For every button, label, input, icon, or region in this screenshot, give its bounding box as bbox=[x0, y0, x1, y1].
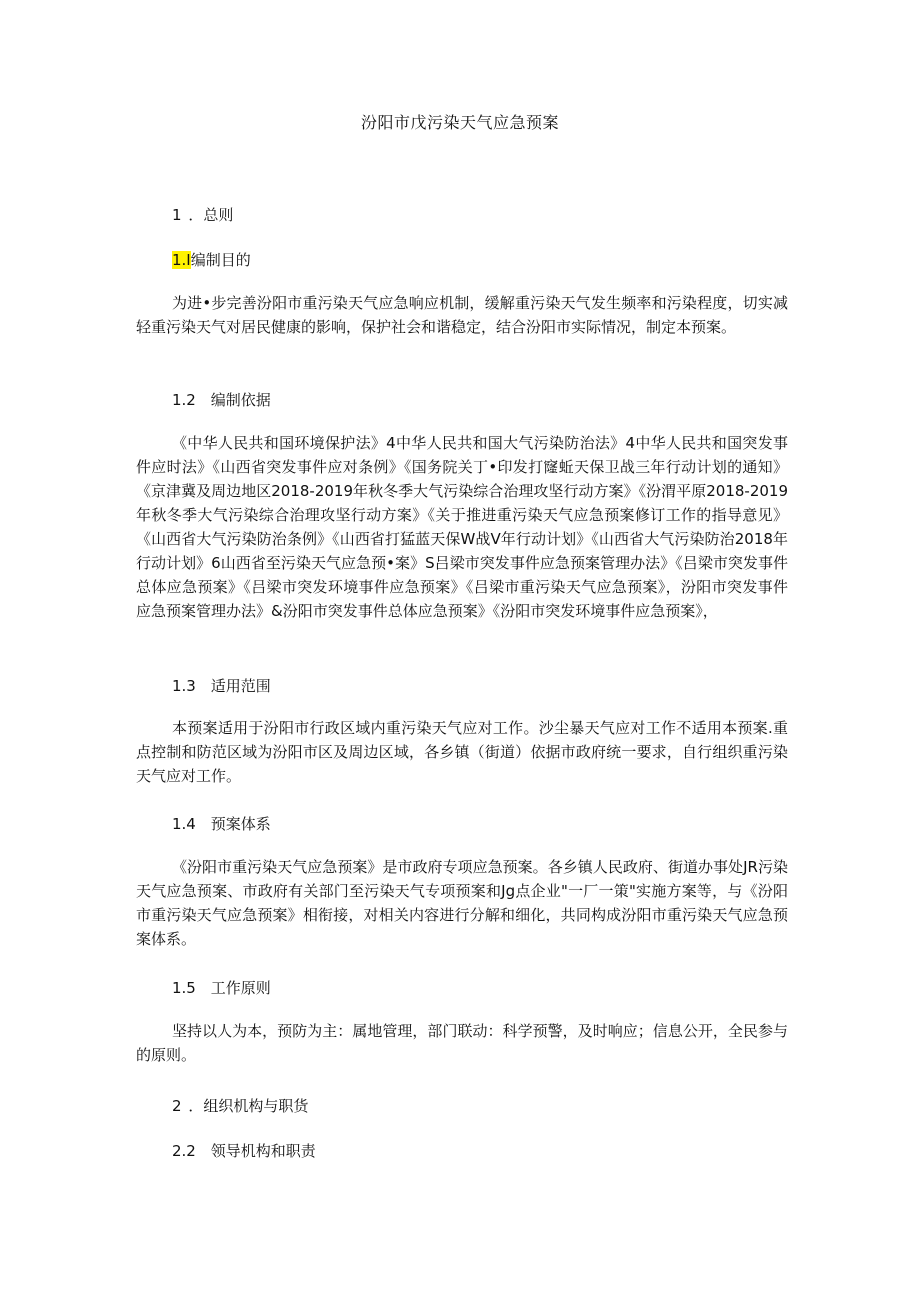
heading-title: 编制依据 bbox=[210, 391, 271, 409]
heading-1 bbox=[172, 204, 233, 225]
heading-title: 预案体系 bbox=[210, 815, 271, 833]
heading-number: 1.5 bbox=[172, 979, 196, 997]
heading-1-4 bbox=[172, 813, 271, 834]
heading-title: 领导机构和职责 bbox=[210, 1142, 316, 1160]
paragraph-basis: 《中华人民共和国环境保护法》4中华人民共和国大气污染防治法》4中华人民共和国突发事件应时法》《山西省突发事件应对条例》《国务院关丁•印发打窿蚯天保卫战三年行动计划的通知》《京津冀及周边地区2018-2019年秋冬季大气污染综合治理攻坚行动方案》《汾渭平原2018-2019年秋冬季大气污染综合治理攻坚行动方案》《关于推进重污染天气应急预案修订工作的指导意见》《山西省大气污染防治条例》《山西省打猛蓝天保W战V年行动计划》《山西省大气污染防治2018年行动计划》6山西省至污染天气应急预•案》S吕梁市突发事件应急预案管理办法》《吕梁市突发事件总体应急预案》《吕梁市突发环境事件应急预案》《吕梁市重污染天气应急预案》，汾阳市突发事件应急预案管理办法》&汾阳市突发事件总体应急预案》《汾阳市突发环境事件应急预案》， bbox=[136, 434, 788, 620]
paragraph-principles: 坚持以人为本，预防为主：属地管理，部门联动：科学预警，及时响应；信息公开，全民参与的原则。 bbox=[136, 1022, 788, 1064]
heading-number: 1.2 bbox=[172, 391, 196, 409]
paragraph-purpose: 为进•步完善汾阳市重污染天气应急响应机制，缓解重污染天气发生频率和污染程度，切实减轻重污染天气对居民健康的影响，保护社会和谐稳定，结合汾阳市实际情况，制定本预案。 bbox=[136, 294, 788, 336]
paragraph-system: 《汾阳市重污染天气应急预案》是市政府专项应急预案。各乡镇人民政府、街道办事处JR污染天气应急预案、市政府有关部门至污染天气专项预案和Jg点企业"一厂一策"实施方案等，与《汾阳市重污染天气应急预案》相衔接，对相关内容进行分解和细化，共同构成汾阳市重污染天气应急预案体系。 bbox=[136, 858, 788, 948]
heading-number: 1.3 bbox=[172, 677, 196, 695]
heading-1-1 bbox=[172, 249, 251, 270]
heading-number: 2 bbox=[172, 1097, 182, 1115]
heading-title: ．总则 bbox=[188, 206, 234, 224]
paragraph-scope: 本预案适用于汾阳市行政区域内重污染天气应对工作。沙尘暴天气应对工作不适用本预案.重点控制和防范区域为汾阳市区及周边区域，各乡镇（街道）依据市政府统一要求，自行组织重污染天气应对工作。 bbox=[136, 719, 788, 785]
heading-title: 编制目的 bbox=[190, 251, 251, 269]
heading-number: 1 bbox=[172, 206, 182, 224]
heading-number: 1.4 bbox=[172, 815, 196, 833]
heading-2-2 bbox=[172, 1140, 316, 1161]
heading-number: 2.2 bbox=[172, 1142, 196, 1160]
document-title: 汾阳市戊污染天气应急预案 bbox=[360, 113, 559, 132]
heading-title: 工作原则 bbox=[210, 979, 271, 997]
heading-title: ．组织机构与职货 bbox=[188, 1097, 309, 1115]
heading-1-3 bbox=[172, 675, 271, 696]
heading-title: 适用范围 bbox=[210, 677, 271, 695]
heading-1-2 bbox=[172, 389, 271, 410]
heading-2 bbox=[172, 1095, 308, 1116]
heading-1-5 bbox=[172, 977, 271, 998]
highlighted-heading-number: 1.I bbox=[172, 251, 191, 269]
